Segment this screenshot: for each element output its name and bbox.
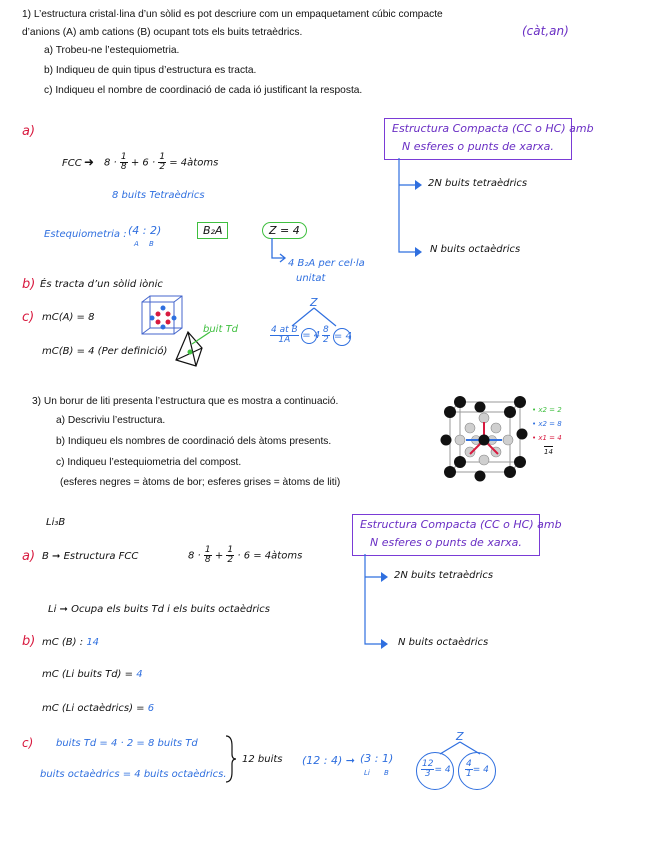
ans3-li-text: Li ➞ Ocupa els buits Td i els buits octaèdrics [48, 604, 270, 615]
ans3-circ1: $\frac{12}{3}$ = 4 [422, 759, 451, 779]
ans3-mcli-oh: mC (Li octaèdrics) = 6 [42, 703, 155, 714]
ans3-mcli-td: mC (Li buits Td) = 4 [42, 669, 143, 680]
ans3-brace-label: 12 buits [242, 754, 283, 765]
ans3-ratio: (12 : 4) ➞ [302, 754, 355, 767]
q1-note: (càt,an) [522, 24, 569, 38]
box1-branches [397, 158, 433, 258]
ans3-c-label: c) [22, 736, 34, 750]
ans1-ratio-a: A [134, 240, 139, 248]
q3-note: (esferes negres = àtoms de bor; esferes grises = àtoms de liti) [60, 477, 341, 488]
box2-line1: Estructura Compacta (CC o HC) amb [360, 518, 562, 531]
q3-legend-total: 14 [544, 448, 553, 456]
ans3-calc: 8 · $\frac{1}{8}$ + $\frac{1}{2}$ · 6 = 4àtoms [188, 545, 303, 565]
ans1-mcb: mC(B) = 4 (Per definició) [42, 346, 168, 357]
ans3-formula: Li₃B [46, 517, 66, 528]
ans3-mcb: mC (B) : 14 [42, 637, 100, 648]
ans3-c-line1: buits Td = 4 · 2 = 8 buits Td [56, 738, 198, 749]
ans1-circ1: $\frac{\text{4 at B}}{1A}$ = 4 [271, 325, 321, 345]
ans3-a-label: a) [22, 549, 36, 564]
q3-item-b: b) Indiqueu els nombres de coordinació dels àtoms presents. [56, 436, 332, 447]
ans1-a-label: a) [22, 124, 36, 139]
ans1-z: Z = 4 [262, 222, 307, 239]
ans1-ratio-b: B [149, 240, 154, 248]
ans1-b-label: b) [22, 277, 36, 292]
box1-oh: N buits octaèdrics [430, 244, 521, 255]
ans1-ratio: (4 : 2) [128, 224, 162, 237]
ans3-b-label: b) [22, 634, 36, 649]
box1-line2: N esferes o punts de xarxa. [402, 140, 554, 153]
ans3-circ2: $\frac{4}{1}$ = 4 [466, 759, 489, 779]
box2-branches [363, 554, 399, 650]
q1-line1: 1) L’estructura cristal·lina d’un sòlid es pot descriure com un empaquetament cúbic compacte [22, 9, 443, 20]
q3-legend-3: • x1 = 4 [532, 434, 562, 442]
ans3-ratio2: (3 : 1) [360, 752, 394, 765]
ans3-a-text: B ➞ Estructura FCC [42, 551, 139, 562]
q1-item-b: b) Indiqueu de quin tipus d’estructura es tracta. [44, 65, 257, 76]
ans1-circ2: $\frac{8}{2}$ = 4 [323, 325, 352, 345]
ans1-esteq-label: Estequiometria : [44, 229, 127, 240]
ans1-mca: mC(A) = 8 [42, 312, 95, 323]
box1-line1: Estructura Compacta (CC o HC) amb [392, 122, 594, 135]
q3-legend-2: • x2 = 8 [532, 420, 562, 428]
q3-line1: 3) Un borur de liti presenta l’estructura que es mostra a continuació. [32, 396, 339, 407]
box2-oh: N buits octaèdrics [398, 637, 489, 648]
ans3-c-line2: buits octaèdrics = 4 buits octaèdrics. [40, 769, 227, 780]
q3-item-c: c) Indiqueu l’estequiometria del compost. [56, 457, 242, 468]
arrow-right-icon: ➜ [84, 155, 95, 169]
ans1-buit-td: buit Td [203, 324, 239, 335]
brace-icon [224, 734, 238, 784]
ans1-buits: 8 buits Tetraèdrics [112, 190, 205, 201]
ans1-c-label: c) [22, 310, 35, 325]
z-arrow [268, 238, 288, 266]
ans1-fcc-calc: 8 · $\frac{1}{8}$ + 6 · $\frac{1}{2}$ = 4àtoms [104, 152, 219, 172]
ans3-z-top: Z [456, 730, 464, 743]
ans1-formula: B₂A [197, 222, 228, 239]
ans1-fcc: FCC [62, 158, 82, 169]
box2-line2: N esferes o punts de xarxa. [370, 536, 522, 549]
q3-legend-1: • x2 = 2 [532, 406, 562, 414]
box1-td: 2N buits tetraèdrics [428, 178, 528, 189]
q1-item-c: c) Indiqueu el nombre de coordinació de cada ió justificant la resposta. [44, 85, 363, 96]
ans3-ratio2-a: Li [364, 769, 370, 777]
ans1-z-top: Z [310, 296, 318, 309]
ans1-z-note1: 4 B₂A per cel·la [288, 258, 365, 269]
q3-item-a: a) Descriviu l’estructura. [56, 415, 166, 426]
li3b-structure-figure [436, 394, 528, 488]
box2-td: 2N buits tetraèdrics [394, 570, 494, 581]
q1-line2: d’anions (A) amb cations (B) ocupant tots els buits tetraèdrics. [22, 27, 303, 38]
q1-item-a: a) Trobeu-ne l’estequiometria. [44, 45, 180, 56]
ans3-ratio2-b: B [384, 769, 389, 777]
ans1-b-text: És tracta d’un sòlid iònic [40, 279, 163, 290]
ans1-z-note2: unitat [296, 273, 326, 284]
